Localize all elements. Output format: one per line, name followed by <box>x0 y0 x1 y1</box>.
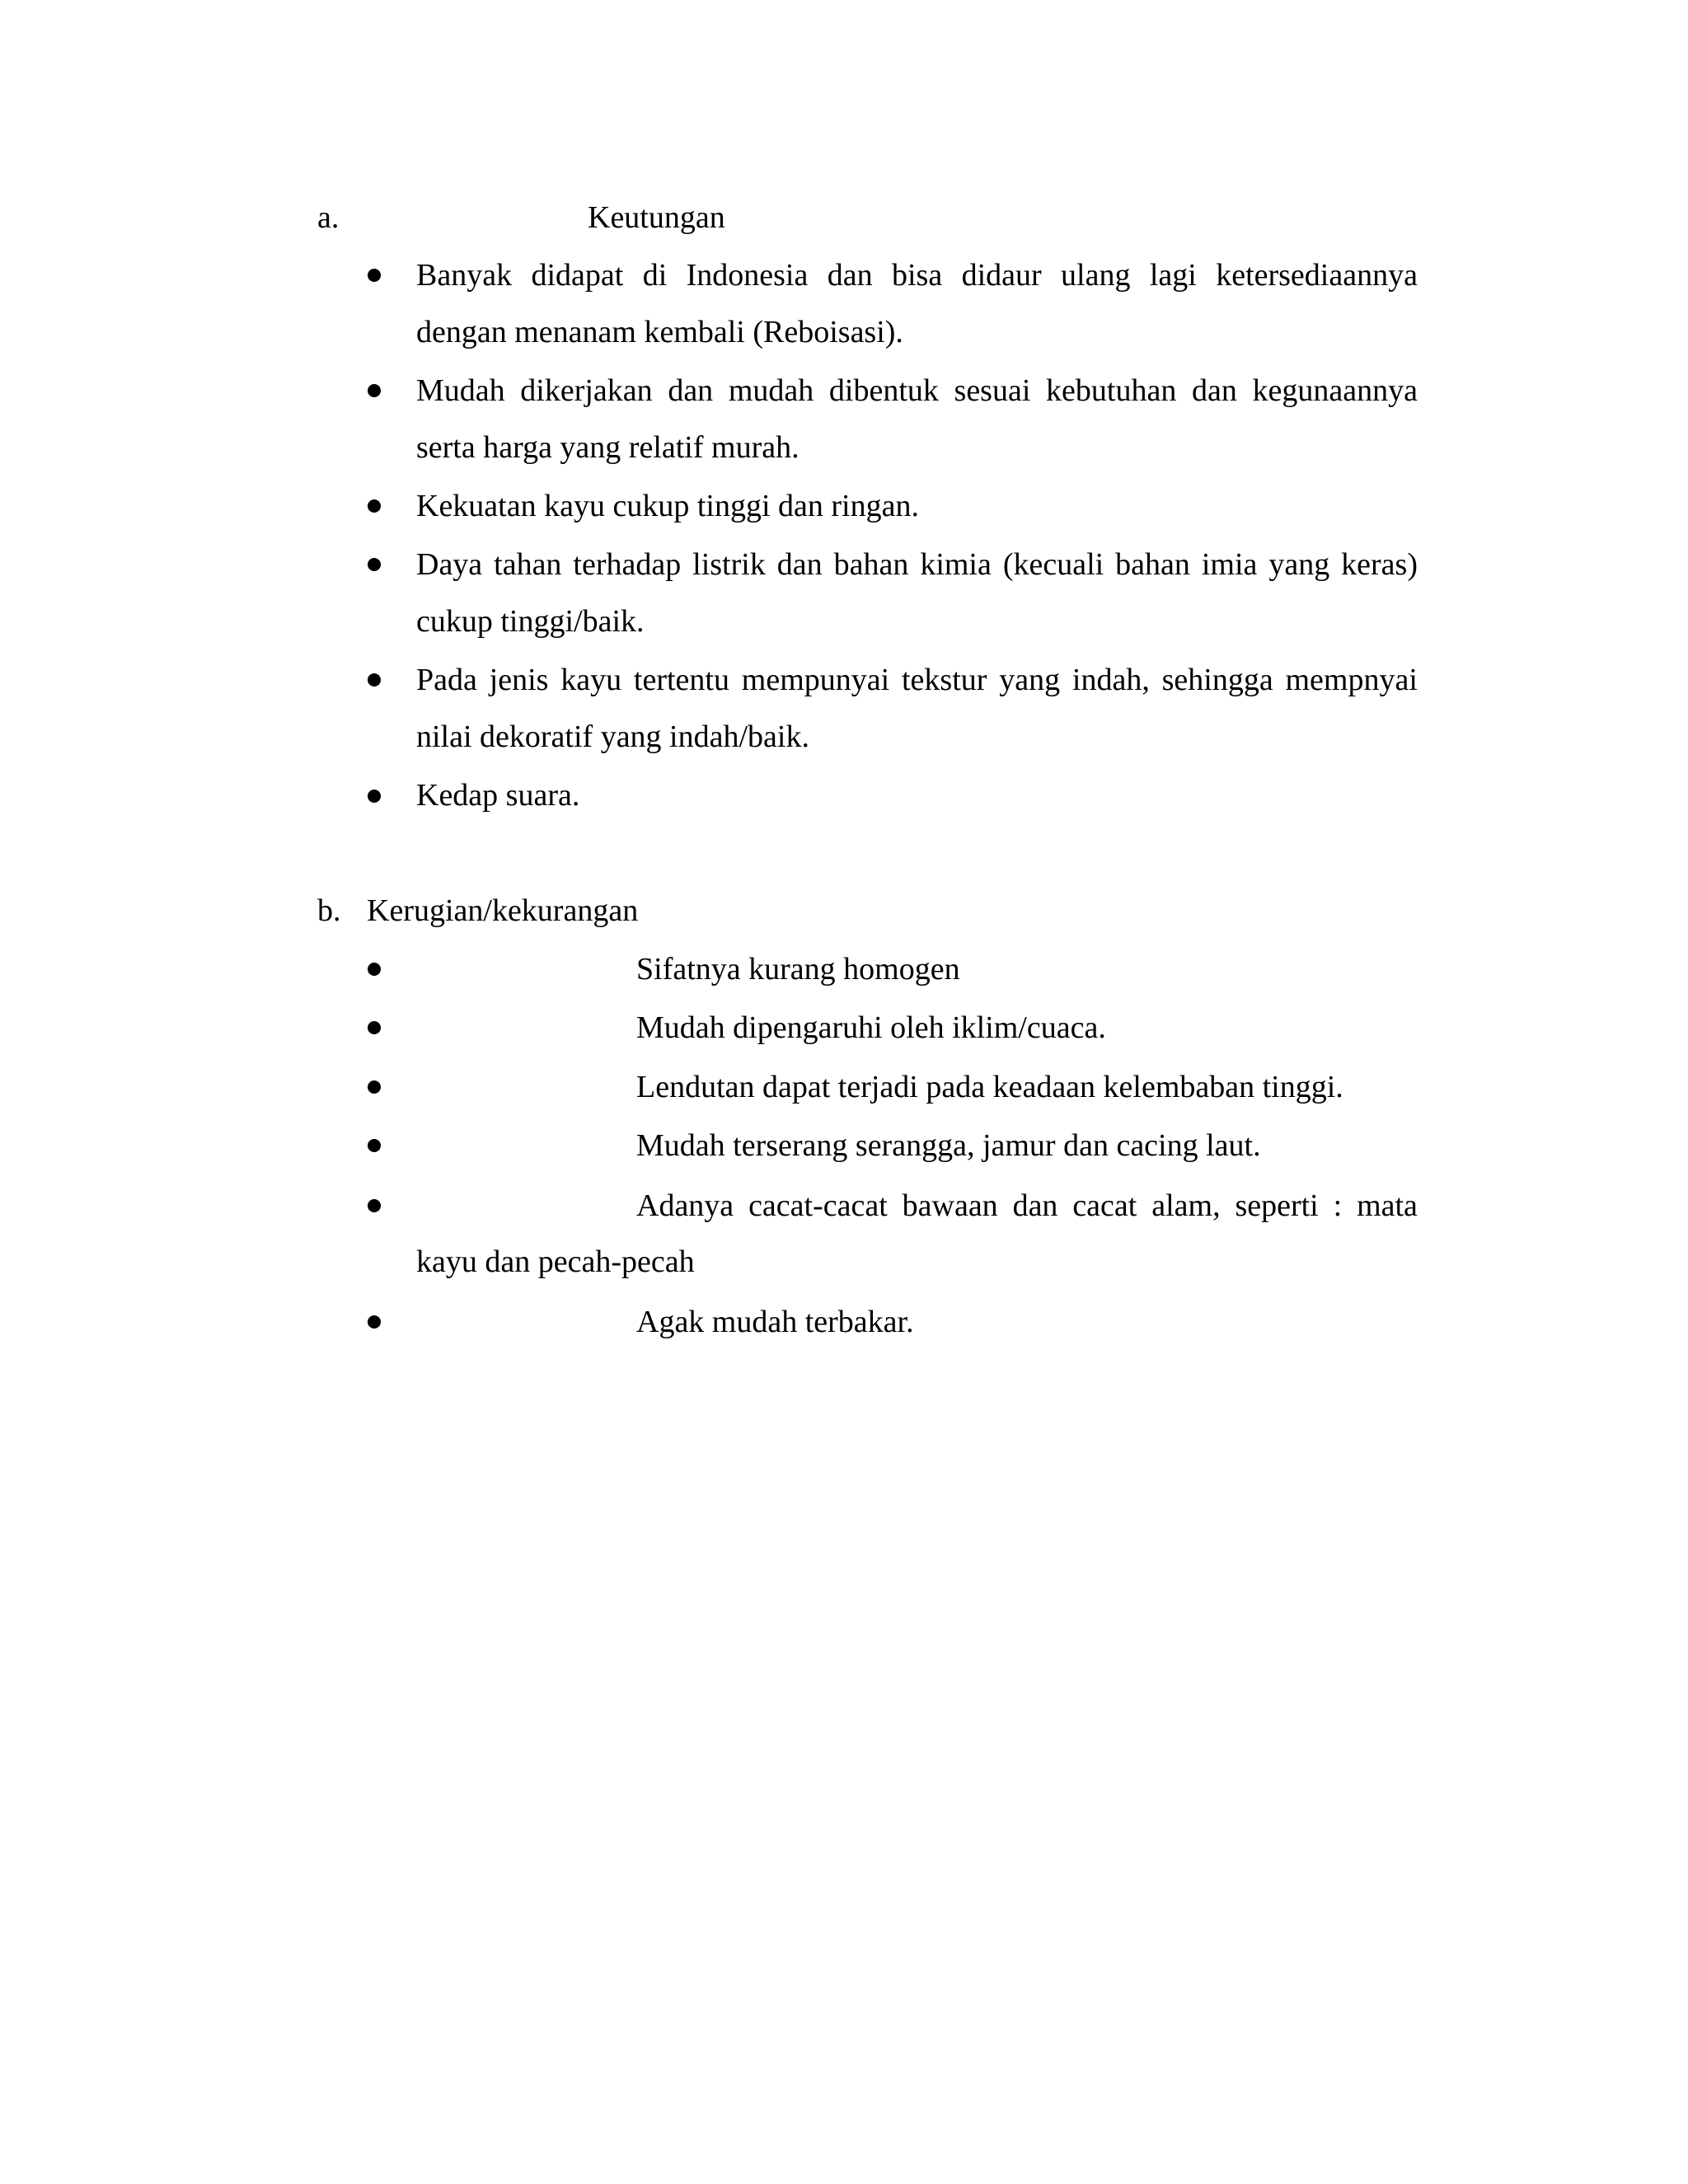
word: jenis <box>489 663 549 697</box>
a-item-1-line-1 <box>416 260 1418 291</box>
a-item-2-line-1 <box>416 375 1418 406</box>
b-item-4-line-1: Mudah terserang serangga, jamur dan cacing laut. <box>636 1128 1261 1163</box>
word: mudah <box>728 373 814 408</box>
word: (kecuali <box>1002 547 1104 582</box>
word: Daya <box>416 547 483 582</box>
word: dan <box>668 373 714 408</box>
section-a-heading: Keutungan <box>588 200 725 235</box>
a-item-5-line-2: nilai dekoratif yang indah/baik. <box>416 719 809 754</box>
word: kebutuhan <box>1046 373 1177 408</box>
word: sesuai <box>954 373 1031 408</box>
b-item-6-line-1: Agak mudah terbakar. <box>636 1305 914 1339</box>
a-item-2-line-2: serta harga yang relatif murah. <box>416 430 799 465</box>
word: bisa <box>891 258 943 293</box>
word: : <box>1333 1188 1343 1223</box>
word: ulang <box>1061 258 1131 293</box>
bullet-icon <box>368 269 381 282</box>
word: keras) <box>1341 547 1418 582</box>
a-item-3-line-1: Kekuatan kayu cukup tinggi dan ringan. <box>416 489 919 523</box>
word: Mudah <box>416 373 505 408</box>
word: Adanya <box>636 1188 734 1223</box>
bullet-icon <box>368 1139 381 1152</box>
section-b-marker: b. <box>317 893 341 928</box>
word: cacat-cacat <box>748 1188 888 1223</box>
a-item-4-line-2: cukup tinggi/baik. <box>416 604 645 639</box>
word: lagi <box>1149 258 1197 293</box>
word: mata <box>1357 1188 1418 1223</box>
bullet-icon <box>368 499 381 513</box>
bullet-icon <box>368 1199 381 1212</box>
b-item-1-line-1: Sifatnya kurang homogen <box>636 952 960 987</box>
word: dan <box>1191 373 1237 408</box>
word: cacat <box>1072 1188 1137 1223</box>
a-item-5-line-1 <box>416 664 1418 696</box>
word: listrik <box>692 547 766 582</box>
bullet-icon <box>368 558 381 571</box>
word: didapat <box>531 258 624 293</box>
word: Indonesia <box>686 258 809 293</box>
word: bahan <box>833 547 909 582</box>
word: mempnyai <box>1285 663 1418 697</box>
word: bawaan <box>902 1188 998 1223</box>
b-item-3-line-1: Lendutan dapat terjadi pada keadaan kelembaban tinggi. <box>636 1070 1343 1104</box>
word: didaur <box>961 258 1042 293</box>
word: yang <box>1268 547 1330 582</box>
b-item-5-line-1 <box>636 1190 1418 1221</box>
word: kimia <box>920 547 992 582</box>
word: dan <box>827 258 873 293</box>
b-item-2-line-1: Mudah dipengaruhi oleh iklim/cuaca. <box>636 1010 1106 1045</box>
a-item-6-line-1: Kedap suara. <box>416 778 580 813</box>
word: tekstur <box>901 663 987 697</box>
word: dan <box>776 547 823 582</box>
word: dan <box>1012 1188 1058 1223</box>
word: indah, <box>1071 663 1150 697</box>
word: ketersediaannya <box>1216 258 1418 293</box>
word: seperti <box>1235 1188 1319 1223</box>
bullet-icon <box>368 1021 381 1034</box>
word: bahan <box>1115 547 1190 582</box>
word: yang <box>999 663 1061 697</box>
word: tahan <box>494 547 562 582</box>
bullet-icon <box>368 963 381 976</box>
b-item-5-line-2: kayu dan pecah-pecah <box>416 1244 695 1279</box>
bullet-icon <box>368 1315 381 1329</box>
word: sehingga <box>1161 663 1273 697</box>
bullet-icon <box>368 673 381 687</box>
bullet-icon <box>368 790 381 803</box>
word: dibentuk <box>828 373 939 408</box>
bullet-icon <box>368 1080 381 1094</box>
word: di <box>642 258 668 293</box>
section-a-marker: a. <box>317 200 340 235</box>
word: terhadap <box>573 547 682 582</box>
word: alam, <box>1151 1188 1221 1223</box>
word: kayu <box>560 663 622 697</box>
word: Banyak <box>416 258 513 293</box>
word: Pada <box>416 663 477 697</box>
a-item-1-line-2: dengan menanam kembali (Reboisasi). <box>416 315 903 349</box>
word: imia <box>1201 547 1258 582</box>
bullet-icon <box>368 384 381 397</box>
word: dikerjakan <box>520 373 653 408</box>
word: mempunyai <box>741 663 890 697</box>
section-b-heading: Kerugian/kekurangan <box>367 893 639 928</box>
word: tertentu <box>633 663 729 697</box>
a-item-4-line-1 <box>416 549 1418 580</box>
word: kegunaannya <box>1252 373 1418 408</box>
